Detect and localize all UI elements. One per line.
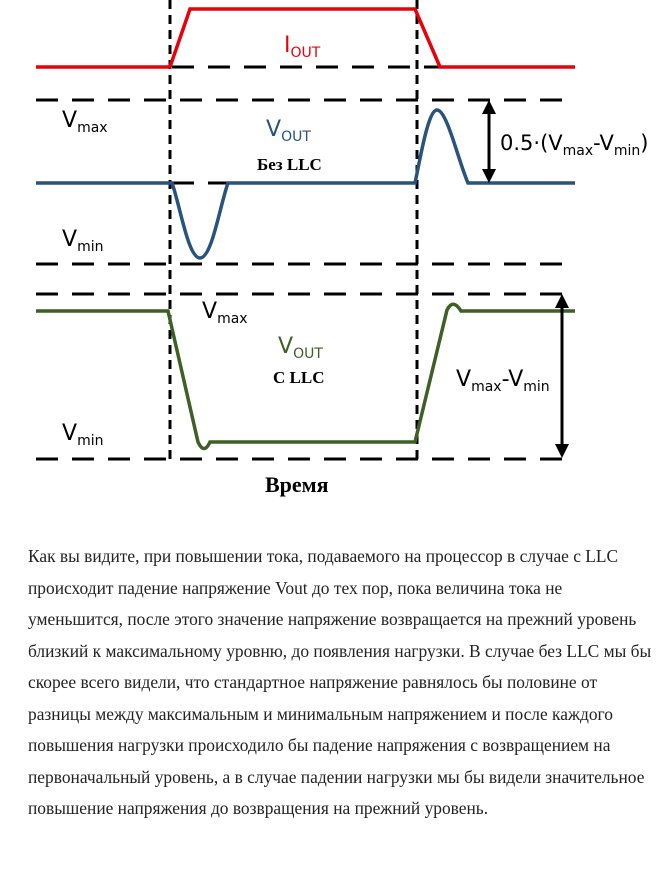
vmax-bottom-label: $V_{max}$ [202,299,248,327]
iout-label: $I_{OUT}$ [284,33,321,61]
vmin-bottom-label: $V_{min}$ [62,421,104,449]
article-paragraph: Как вы видите, при повышении тока, подаваемого на процессор в случае с LLC происходит падение напряжение Vout до тех пор, пока величина тока не уменьшится, после этого значение напряжение возвращается на прежний уровень близкий к максимальному уровню, до появления нагрузки. В случае без LLC мы бы скорее всего видели, что стандартное напряжение равнялось бы половине от разницы между максимальным и минимальным напряжением и после каждого повышения нагрузки происходило бы падение напряжения с возвращением на первоначальный уровень, а в случае падении нагрузки мы бы видели значительное повышение напряжения до возвращения на прежний уровень. [28,546,652,818]
time-axis-label: Время [265,472,329,497]
vout-bottom-label: $V_{OUT}$ [278,334,323,362]
half-range-label: $0.5\cdot(V_{max}-V_{min})$ [500,131,649,159]
vmax-top-label: $V_{max}$ [62,108,108,136]
vout-top-label: $V_{OUT}$ [266,117,311,145]
without-llc-note: Без LLC [257,155,322,174]
full-range-label: $V_{max}-V_{min}$ [456,367,550,395]
vmin-top-label: $V_{min}$ [62,227,104,255]
with-llc-note: С LLC [273,368,325,387]
